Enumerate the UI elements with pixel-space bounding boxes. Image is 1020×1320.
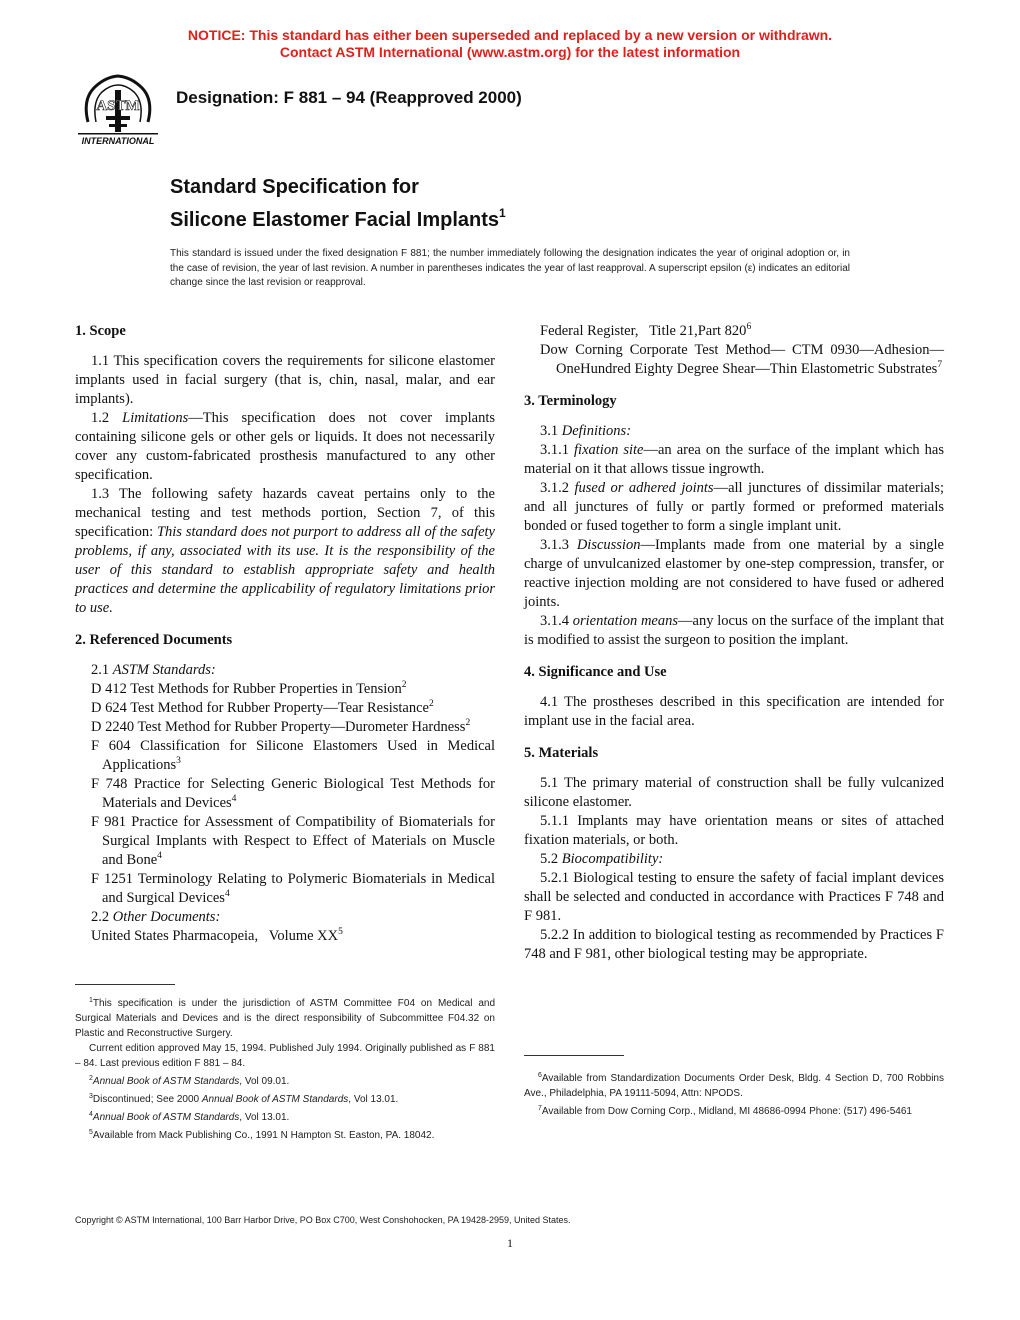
referenced-documents-heading: 2. Referenced Documents: [75, 632, 233, 648]
para-5-2-1: 5.2.1 Biological testing to ensure the safety of facial implant devices shall be selected and conducted in accordance with Practices F 748 and F 981.: [524, 870, 944, 924]
ref-item: F 604 Classification for Silicone Elastomers Used in Medical Applications$^3$: [91, 738, 495, 773]
ref-item: F 981 Practice for Assessment of Compatibility of Biomaterials for Surgical Implants with Respect to Effect of Materials on Muscle and Bone$^4$: [91, 814, 495, 868]
footnote-3: $^3$Discontinued; See 2000 Annual Book of ASTM Standards, Vol 13.01.: [89, 1093, 399, 1105]
notice-line-1: NOTICE: This standard has either been superseded and replaced by a new version or withdrawn.: [187, 27, 833, 43]
notice-line-2: Contact ASTM International (www.astm.org) for the latest information: [279, 44, 741, 60]
scope-heading: 1. Scope: [75, 323, 126, 339]
footnote-5: $^5$Available from Mack Publishing Co., 1991 N Hampton St. Easton, PA. 18042.: [89, 1129, 435, 1141]
page-number: 1: [507, 1236, 513, 1250]
ref-item-usp: United States Pharmacopeia, Volume XX$^5$: [91, 927, 343, 944]
footnote-6: $^6$Available from Standardization Documents Order Desk, Bldg. 4 Section D, 700 Robbins Ave., Philadelphia, PA 19111-5094, Attn: NPODS.: [524, 1072, 944, 1099]
footnotes-left: [75, 993, 495, 1143]
para-3-1: 3.1 Definitions:: [540, 423, 632, 439]
significance-heading: 4. Significance and Use: [524, 664, 667, 680]
footnote-1b: Current edition approved May 15, 1994. Published July 1994. Originally published as F 881 – 84. Last previous edition F 881 – 84.: [75, 1043, 495, 1069]
astm-logo: [76, 72, 160, 148]
title-line-1: Standard Specification for: [170, 176, 419, 198]
ref-item: F 748 Practice for Selecting Generic Biological Test Methods for Materials and Devices$^4$: [91, 776, 495, 811]
ref-item: D 2240 Test Method for Rubber Property—Durometer Hardness$^2$: [91, 718, 471, 735]
para-1-3: 1.3 The following safety hazards caveat pertains only to the mechanical testing and test methods portion, Section 7, of this specification: This standard does not purport to address all of the safety problems, if any, associated with its use. It is the responsibility of the user of this standard to establish appropriate safety and health practices and determine the applicability of regulatory limitations prior to use.: [75, 486, 495, 616]
ref-item: F 1251 Terminology Relating to Polymeric Biomaterials in Medical and Surgical Devices$^4$: [91, 871, 495, 906]
footnote-divider-right: [524, 1055, 624, 1056]
footnote-4: $^4$Annual Book of ASTM Standards, Vol 13.01.: [89, 1111, 290, 1123]
right-column: [524, 322, 944, 964]
standard-note: This standard is issued under the fixed designation F 881; the number immediately following the designation indicates the year of original adoption or, in the case of revision, the year of last revision. A number in parentheses indicates the year of last reapproval. A superscript epsilon (ε) indicates an editorial change since the last revision or reapproval.: [170, 248, 850, 288]
title-footnote-ref[interactable]: 1: [499, 206, 506, 220]
para-5-1: 5.1 The primary material of construction shall be fully vulcanized silicone elastomer.: [524, 775, 944, 810]
terminology-heading: 3. Terminology: [524, 393, 617, 409]
footnote-divider-left: [75, 984, 175, 985]
footnote-7: $^7$Available from Dow Corning Corp., Midland, MI 48686-0994 Phone: (517) 496-5461: [538, 1105, 912, 1117]
para-3-1-1: 3.1.1 fixation site—an area on the surface of the implant which has material on it that allows tissue ingrowth.: [524, 442, 944, 477]
para-2-1: 2.1 ASTM Standards:: [91, 662, 216, 678]
para-1-2: 1.2 Limitations—This specification does not cover implants containing silicone gels or other gels or liquids. It does not necessarily cover any custom-fabricated prosthesis manufactured to any other specification.: [75, 410, 495, 483]
para-5-2: 5.2 Biocompatibility:: [540, 851, 664, 867]
para-1-1: 1.1 This specification covers the requirements for silicone elastomer implants used in facial surgery (that is, chin, nasal, malar, and ear implants).: [75, 353, 495, 407]
para-4-1: 4.1 The prostheses described in this specification are intended for implant use in the facial area.: [524, 694, 944, 729]
footnote-1: $^1$This specification is under the jurisdiction of ASTM Committee F04 on Medical and Surgical Materials and Devices and is the direct responsibility of Subcommittee F04.32 on Plastic and Reconstructive Surgery.: [75, 997, 495, 1039]
designation: Designation: F 881 – 94 (Reapproved 2000): [176, 88, 522, 107]
logo-subtext: INTERNATIONAL: [81, 136, 155, 146]
footnotes-right: [524, 1068, 944, 1119]
notice-banner: [0, 27, 1020, 61]
materials-heading: 5. Materials: [524, 745, 599, 761]
ref-item-fedreg: Federal Register, Title 21,Part 820$^6$: [540, 322, 752, 339]
document-title: [170, 174, 506, 233]
ref-item: D 412 Test Methods for Rubber Properties in Tension$^2$: [91, 680, 407, 697]
para-3-1-2: 3.1.2 fused or adhered joints—all junctures of dissimilar materials; and all junctures of fully or partly formed or preformed materials bonded or fused together to form a single implant unit.: [524, 480, 944, 534]
footnote-2: $^2$Annual Book of ASTM Standards, Vol 09.01.: [89, 1075, 290, 1087]
ref-item-dow: Dow Corning Corporate Test Method— CTM 0930—Adhesion—OneHundred Eighty Degree Shear—Thin Elastometric Substrates$^7$: [540, 342, 944, 377]
left-column: [75, 322, 495, 946]
logo-text: ASTM: [96, 98, 140, 114]
para-5-1-1: 5.1.1 Implants may have orientation means or sites of attached fixation materials, or both.: [524, 813, 944, 848]
copyright: Copyright © ASTM International, 100 Barr Harbor Drive, PO Box C700, West Conshohocken, PA 19428-2959, United States.: [75, 1215, 571, 1225]
para-3-1-4: 3.1.4 orientation means—any locus on the surface of the implant that is modified to assist the surgeon to position the implant.: [524, 613, 945, 648]
para-2-2: 2.2 Other Documents:: [91, 909, 221, 925]
title-line-2: Silicone Elastomer Facial Implants$^1$: [170, 206, 506, 231]
para-3-1-3: 3.1.3 Discussion—Implants made from one material by a single charge of unvulcanized elastomer by one-step compression, transfer, or reactive injection molding are not considered to have fused or adhered joints.: [524, 537, 944, 610]
para-5-2-2: 5.2.2 In addition to biological testing as recommended by Practices F 748 and F 981, other biological testing may be appropriate.: [524, 927, 944, 962]
ref-item: D 624 Test Method for Rubber Property—Tear Resistance$^2$: [91, 699, 434, 716]
